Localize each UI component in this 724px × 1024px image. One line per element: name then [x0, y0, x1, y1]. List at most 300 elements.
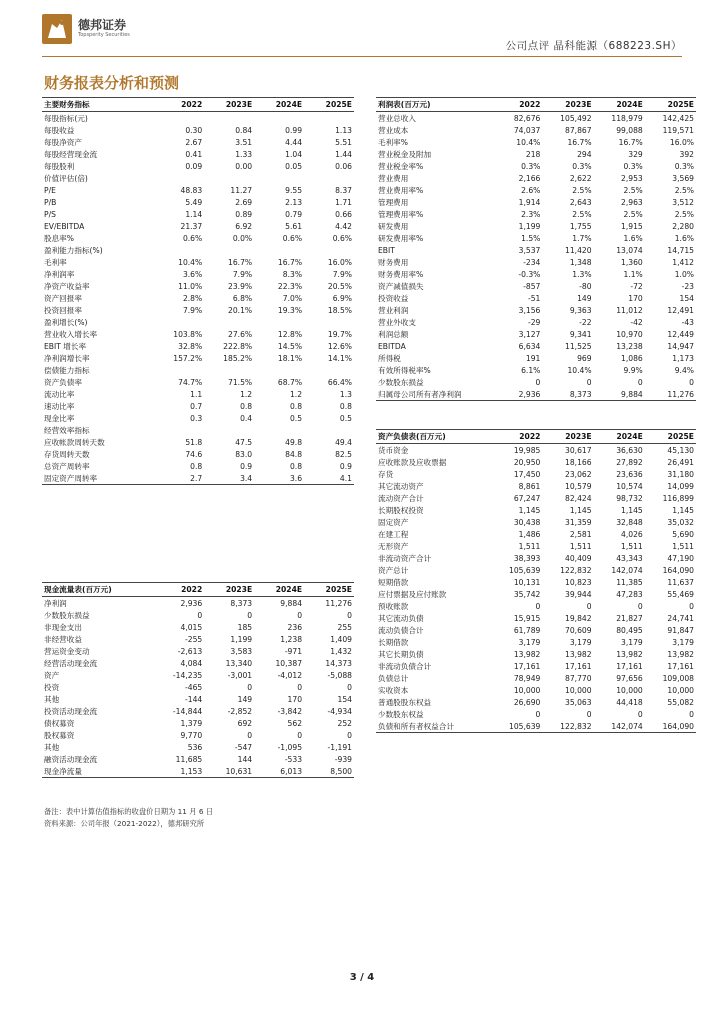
- row-value: 8.3%: [282, 269, 303, 279]
- row-value: 14,715: [667, 245, 694, 255]
- row-label: 营业成本: [378, 125, 409, 135]
- row-value: 78,949: [513, 673, 541, 683]
- row-value: 1,145: [621, 505, 643, 515]
- row-value: 0.66: [335, 209, 352, 219]
- row-value: 9.9%: [623, 365, 643, 375]
- row-value: 1.6%: [674, 233, 694, 243]
- table-row: [42, 729, 354, 741]
- row-value: 0.9: [240, 461, 253, 471]
- row-value: 0.6%: [282, 233, 303, 243]
- row-value: 2.5%: [674, 185, 694, 195]
- table-title: 资产负债表(百万元): [376, 430, 491, 444]
- row-value: 2,936: [491, 388, 542, 401]
- row-value: 17,161: [513, 661, 541, 671]
- table-row: [376, 136, 696, 148]
- table-row: [376, 316, 696, 328]
- row-value: 10,000: [616, 685, 643, 695]
- row-value: 26,690: [513, 697, 541, 707]
- row-value: -5,088: [327, 670, 352, 680]
- table-row: [376, 468, 696, 480]
- row-value: 10,823: [565, 577, 592, 587]
- brand-logo: [42, 14, 162, 44]
- table-row: [42, 196, 354, 208]
- row-label: 预收账款: [378, 601, 409, 611]
- row-label: 营业费用: [378, 173, 409, 183]
- table-row: [42, 376, 354, 388]
- row-value: 4.44: [285, 137, 303, 147]
- row-value: 5,690: [672, 529, 694, 539]
- row-value: 38,393: [513, 553, 541, 563]
- row-value: 6.8%: [232, 293, 253, 303]
- row-value: 82,676: [513, 113, 541, 123]
- row-value: 87,770: [565, 673, 592, 683]
- row-value: 142,074: [594, 720, 645, 733]
- row-value: 49.4: [335, 437, 352, 447]
- row-label: 应收账款及应收票据: [378, 457, 447, 467]
- table-row: [42, 741, 354, 753]
- row-value: 3,179: [518, 637, 541, 647]
- row-value: 48.83: [180, 185, 203, 195]
- row-value: 191: [525, 353, 541, 363]
- row-value: [154, 316, 204, 328]
- source-line: 资料来源：公司年报（2021-2022），德邦研究所: [44, 819, 205, 828]
- row-value: 0: [247, 610, 253, 620]
- row-value: -43: [681, 317, 694, 327]
- row-value: 14.5%: [277, 341, 303, 351]
- table-header-row: [376, 430, 696, 444]
- row-value: 1,145: [672, 505, 694, 515]
- row-label: 负债和所有者权益合计: [376, 720, 491, 733]
- row-value: 0: [347, 682, 352, 692]
- row-value: 8.37: [335, 185, 352, 195]
- row-value: 0.8: [240, 401, 253, 411]
- row-label: 营业外收支: [378, 317, 416, 327]
- row-value: -80: [579, 281, 592, 291]
- row-value: 82,424: [565, 493, 592, 503]
- row-value: 31,180: [667, 469, 694, 479]
- indicators-grid: [42, 97, 354, 485]
- row-value: 20.5%: [327, 281, 352, 291]
- row-value: 9,341: [569, 329, 592, 339]
- row-label: 存货: [378, 469, 394, 479]
- row-value: 17,161: [616, 661, 643, 671]
- balance-table: [376, 429, 696, 733]
- row-value: 0: [297, 682, 303, 692]
- table-header-row: [42, 98, 354, 112]
- year-header: 2023E: [204, 98, 254, 112]
- table-row: [376, 528, 696, 540]
- row-value: 3.6%: [182, 269, 203, 279]
- row-value: 23,062: [565, 469, 592, 479]
- row-value: 13,982: [565, 649, 592, 659]
- table-row: [42, 400, 354, 412]
- row-value: -533: [284, 754, 303, 764]
- row-value: [204, 316, 254, 328]
- table-row: [42, 364, 354, 376]
- table-row: [376, 624, 696, 636]
- table-row: [42, 304, 354, 316]
- row-value: 0.05: [285, 161, 303, 171]
- row-value: 7.9%: [182, 305, 203, 315]
- year-header: 2024E: [594, 98, 645, 112]
- row-value: 10,579: [565, 481, 592, 491]
- brand-name: 德邦证券: [78, 18, 127, 32]
- row-value: -0.3%: [518, 269, 541, 279]
- row-value: -144: [185, 694, 203, 704]
- row-value: 32.8%: [178, 341, 203, 351]
- row-value: 18,166: [565, 457, 592, 467]
- row-value: 0: [586, 377, 592, 387]
- row-value: 0: [689, 601, 694, 611]
- row-value: 7.0%: [282, 293, 303, 303]
- row-label: 资产总计: [378, 565, 409, 575]
- table-row: [376, 364, 696, 376]
- year-header: 2025E: [304, 98, 354, 112]
- table-row: [42, 621, 354, 633]
- row-value: 2,622: [569, 173, 592, 183]
- income-table: [376, 97, 696, 401]
- row-value: 1.04: [285, 149, 303, 159]
- table-row: [376, 456, 696, 468]
- row-value: -234: [523, 257, 541, 267]
- row-value: [204, 424, 254, 436]
- row-value: [254, 172, 304, 184]
- table-row: [376, 588, 696, 600]
- row-value: -23: [681, 281, 694, 291]
- table-row: [42, 340, 354, 352]
- row-value: [204, 112, 254, 125]
- row-value: 61,789: [513, 625, 541, 635]
- row-label: 现金净流量: [42, 765, 154, 778]
- table-row: [376, 648, 696, 660]
- table-row: [376, 220, 696, 232]
- row-label: 资产减值损失: [378, 281, 424, 291]
- row-label: EV/EBITDA: [44, 221, 85, 231]
- row-value: 0.8: [190, 461, 203, 471]
- row-value: 0.9: [339, 461, 352, 471]
- table-row: [376, 720, 696, 733]
- row-value: -29: [527, 317, 541, 327]
- row-value: 13,982: [616, 649, 643, 659]
- row-value: 8,373: [230, 598, 253, 608]
- row-label: 资产: [44, 670, 60, 680]
- table-row: [42, 681, 354, 693]
- row-value: 3,179: [621, 637, 643, 647]
- row-label: 其他: [44, 694, 60, 704]
- row-value: -42: [630, 317, 643, 327]
- table-row: [376, 576, 696, 588]
- table-row: [376, 232, 696, 244]
- row-label: 研发费用率%: [378, 233, 424, 243]
- table-row: [42, 705, 354, 717]
- cashflow-grid: [42, 582, 354, 778]
- year-header: 2022: [491, 98, 542, 112]
- table-row: [42, 753, 354, 765]
- row-value: 1.2: [289, 389, 303, 399]
- row-value: [304, 424, 354, 436]
- row-value: 7.9%: [332, 269, 352, 279]
- table-row: [376, 492, 696, 504]
- table-title: 主要财务指标: [42, 98, 154, 112]
- row-value: 7.9%: [232, 269, 253, 279]
- row-value: 11,637: [667, 577, 694, 587]
- row-value: 66.4%: [327, 377, 352, 387]
- table-row: [376, 672, 696, 684]
- row-value: 10.4%: [567, 365, 592, 375]
- row-value: -465: [185, 682, 203, 692]
- row-label: 所得税: [378, 353, 401, 363]
- row-value: 0: [637, 709, 643, 719]
- row-value: 19.3%: [277, 305, 303, 315]
- row-value: 1,145: [518, 505, 541, 515]
- row-value: 1.0%: [674, 269, 694, 279]
- row-value: 32,848: [616, 517, 643, 527]
- row-value: 6,634: [518, 341, 541, 351]
- row-value: 14.1%: [327, 353, 352, 363]
- row-value: 21.37: [180, 221, 203, 231]
- row-value: 222.8%: [223, 341, 253, 351]
- row-value: 45,130: [667, 445, 694, 455]
- row-label: 财务费用率%: [378, 269, 424, 279]
- table-row: [42, 172, 354, 184]
- row-value: 51.8: [185, 437, 203, 447]
- row-label: 少数股东损益: [378, 377, 424, 387]
- row-label: 营业税金率%: [378, 161, 424, 171]
- row-value: [254, 424, 304, 436]
- row-value: 0.00: [235, 161, 253, 171]
- row-value: 0: [347, 610, 352, 620]
- row-label: 营运资金变动: [44, 646, 90, 656]
- row-value: 11,525: [565, 341, 592, 351]
- row-label: 融资活动现金流: [44, 754, 98, 764]
- table-row: [376, 328, 696, 340]
- row-value: 0: [535, 601, 541, 611]
- row-value: 11,012: [616, 305, 643, 315]
- row-value: 1.44: [335, 149, 352, 159]
- table-row: [42, 316, 354, 328]
- row-value: 44,418: [616, 697, 643, 707]
- row-value: 0.4: [240, 413, 253, 423]
- table-row: [376, 684, 696, 696]
- row-value: 10,000: [565, 685, 592, 695]
- table-row: [376, 172, 696, 184]
- row-value: 9,884: [280, 598, 303, 608]
- row-value: 142,074: [611, 565, 643, 575]
- row-value: 1.5%: [521, 233, 541, 243]
- row-value: 2.69: [235, 197, 253, 207]
- row-value: 30,438: [513, 517, 541, 527]
- row-value: 9.4%: [674, 365, 694, 375]
- row-value: 0: [197, 610, 203, 620]
- row-value: 11,420: [565, 245, 592, 255]
- row-label: 每股净资产: [44, 137, 82, 147]
- row-value: 0.0%: [232, 233, 253, 243]
- row-value: 185.2%: [223, 353, 253, 363]
- row-value: 2.8%: [182, 293, 203, 303]
- row-value: 0.06: [335, 161, 352, 171]
- table-row: [42, 765, 354, 778]
- row-value: [154, 424, 204, 436]
- row-value: 0.3%: [623, 161, 643, 171]
- table-row: [376, 268, 696, 280]
- row-value: -3,001: [227, 670, 253, 680]
- row-value: 144: [237, 754, 253, 764]
- table-header-row: [42, 583, 354, 597]
- row-value: 16.7%: [277, 257, 303, 267]
- row-value: 0.7: [190, 401, 203, 411]
- row-label: 投资收益: [378, 293, 409, 303]
- row-value: 969: [577, 353, 592, 363]
- row-value: 2.7: [154, 472, 204, 485]
- row-value: 39,944: [565, 589, 592, 599]
- row-label: 存货周转天数: [44, 449, 90, 459]
- row-value: 122,832: [542, 720, 593, 733]
- row-value: -1,191: [327, 742, 352, 752]
- row-value: 19.7%: [327, 329, 352, 339]
- row-value: 0.3: [190, 413, 203, 423]
- row-value: [154, 364, 204, 376]
- row-value: 0: [586, 601, 592, 611]
- row-value: 4.1: [304, 472, 354, 485]
- row-value: 164,090: [662, 565, 694, 575]
- row-value: [154, 172, 204, 184]
- table-row: [42, 460, 354, 472]
- row-value: 4,084: [180, 658, 203, 668]
- row-label: 现金比率: [44, 413, 75, 423]
- table-row: [376, 696, 696, 708]
- row-value: [204, 364, 254, 376]
- income-grid: [376, 97, 696, 401]
- document-title: 公司点评 晶科能源（688223.SH）: [505, 40, 682, 52]
- row-value: 149: [577, 293, 592, 303]
- row-value: 74.7%: [178, 377, 203, 387]
- row-value: 109,008: [662, 673, 694, 683]
- row-value: 23.9%: [228, 281, 253, 291]
- row-value: 24,741: [667, 613, 694, 623]
- table-row: [42, 328, 354, 340]
- row-label: 在建工程: [378, 529, 409, 539]
- year-header: 2025E: [645, 430, 696, 444]
- row-value: 11,276: [645, 388, 696, 401]
- row-value: [204, 172, 254, 184]
- table-row: [42, 693, 354, 705]
- row-value: 80,495: [616, 625, 643, 635]
- row-label: 速动比率: [44, 401, 75, 411]
- table-title: 现金流量表(百万元): [42, 583, 154, 597]
- row-label: 货币资金: [378, 445, 409, 455]
- row-label: 管理费用: [378, 197, 409, 207]
- table-row: [42, 232, 354, 244]
- row-label: 净资产收益率: [44, 281, 90, 291]
- row-label: 固定资产周转率: [42, 472, 154, 485]
- row-value: 2,581: [569, 529, 592, 539]
- table-row: [376, 244, 696, 256]
- row-value: 2.5%: [572, 209, 592, 219]
- row-value: 20.1%: [228, 305, 253, 315]
- table-row: [376, 340, 696, 352]
- row-value: 2.5%: [674, 209, 694, 219]
- row-value: 0: [586, 709, 592, 719]
- row-value: 6.92: [235, 221, 253, 231]
- row-value: -14,235: [172, 670, 203, 680]
- table-row: [376, 636, 696, 648]
- row-value: 16.7%: [567, 137, 592, 147]
- row-label: 毛利率: [44, 257, 67, 267]
- row-value: 10,000: [667, 685, 694, 695]
- row-value: 47,283: [616, 589, 643, 599]
- row-value: [204, 244, 254, 256]
- table-row: [42, 609, 354, 621]
- row-value: 12,449: [667, 329, 694, 339]
- row-label: 营业利润: [378, 305, 409, 315]
- row-value: 4,015: [180, 622, 203, 632]
- row-value: 294: [577, 149, 592, 159]
- row-value: 98,732: [616, 493, 643, 503]
- row-value: 2,953: [621, 173, 643, 183]
- row-label: 股权募资: [44, 730, 75, 740]
- row-value: 12,491: [667, 305, 694, 315]
- row-value: -72: [630, 281, 643, 291]
- table-row: [376, 160, 696, 172]
- table-row: [376, 660, 696, 672]
- table-row: [42, 124, 354, 136]
- page-header: [0, 0, 724, 62]
- row-value: 71.5%: [228, 377, 253, 387]
- row-value: 1.14: [185, 209, 203, 219]
- row-value: 0.30: [185, 125, 203, 135]
- table-row: [42, 244, 354, 256]
- row-value: 0: [347, 730, 352, 740]
- row-value: 3,569: [672, 173, 694, 183]
- row-label: 应付票据及应付账款: [378, 589, 447, 599]
- row-value: 22.3%: [277, 281, 303, 291]
- row-value: 13,982: [667, 649, 694, 659]
- table-row: [376, 480, 696, 492]
- table-row: [376, 256, 696, 268]
- row-value: 0.6%: [182, 233, 203, 243]
- row-value: 5.61: [285, 221, 303, 231]
- table-row: [42, 268, 354, 280]
- row-value: 116,899: [662, 493, 694, 503]
- row-value: 392: [679, 149, 694, 159]
- row-value: 13,074: [616, 245, 643, 255]
- row-value: [154, 112, 204, 125]
- row-value: 35,032: [667, 517, 694, 527]
- row-value: 2.3%: [521, 209, 541, 219]
- row-value: [304, 244, 354, 256]
- row-label: 债权募资: [44, 718, 75, 728]
- row-value: 1,145: [569, 505, 592, 515]
- row-value: 2.13: [285, 197, 303, 207]
- row-value: 119,571: [662, 125, 694, 135]
- indicators-table: [42, 97, 354, 485]
- row-value: 14,099: [667, 481, 694, 491]
- row-value: 2.5%: [623, 209, 643, 219]
- year-header: 2023E: [204, 583, 254, 597]
- table-row: [42, 136, 354, 148]
- year-header: 2022: [491, 430, 542, 444]
- row-value: 2.5%: [572, 185, 592, 195]
- row-label: 短期借款: [378, 577, 409, 587]
- table-row: [376, 516, 696, 528]
- row-value: 2.67: [185, 137, 203, 147]
- table-row: [376, 184, 696, 196]
- row-label: 管理费用率%: [378, 209, 424, 219]
- row-value: 1,379: [180, 718, 203, 728]
- row-label: 实收资本: [378, 685, 409, 695]
- row-value: 13,340: [225, 658, 253, 668]
- row-value: 18.1%: [277, 353, 303, 363]
